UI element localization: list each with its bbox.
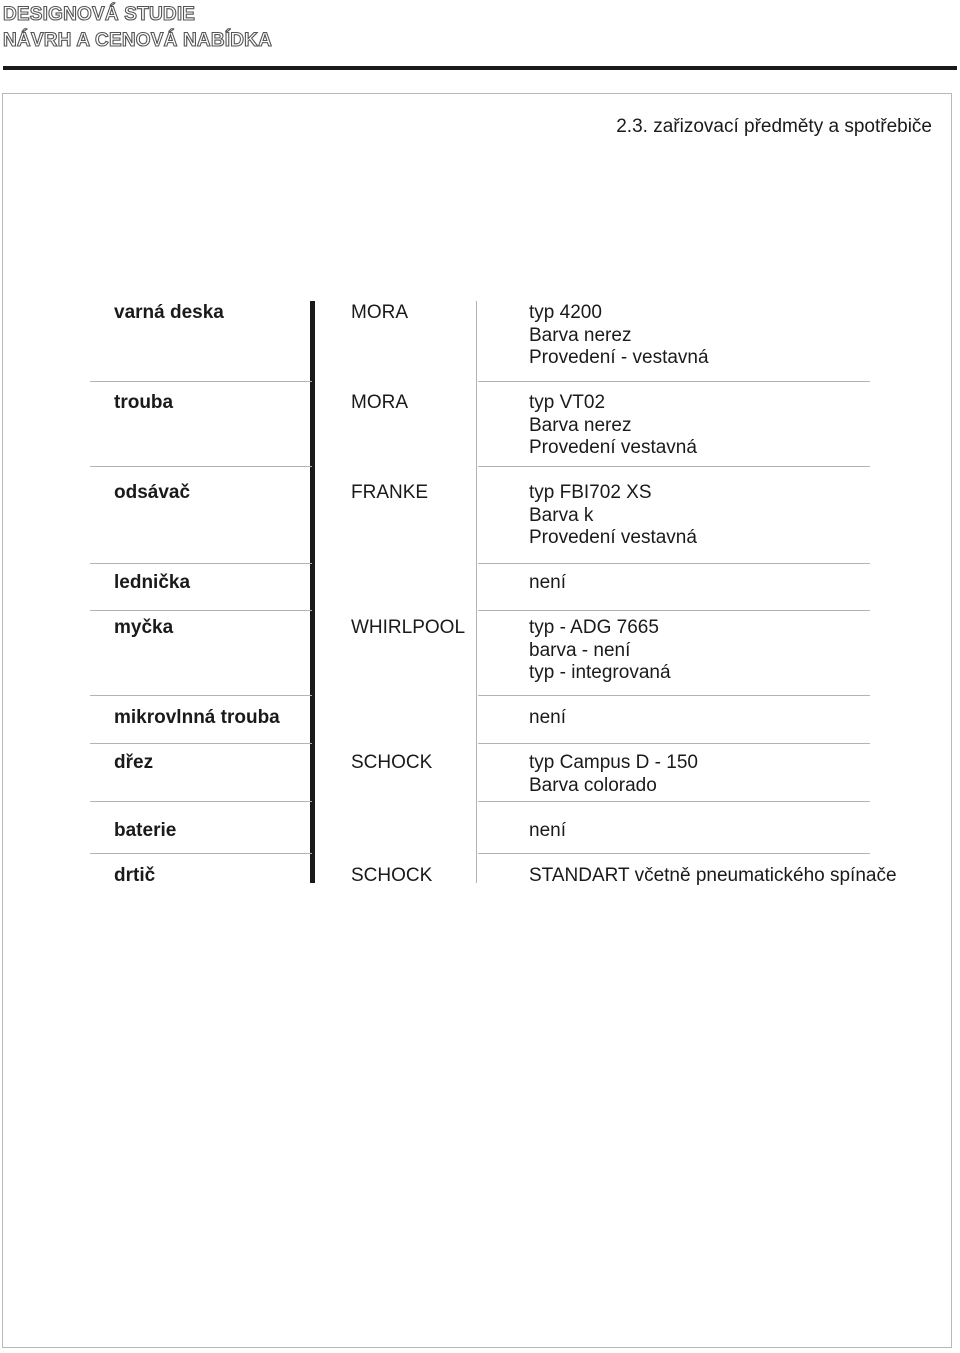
spec-line: typ Campus D - 150 [529, 752, 698, 773]
spec-line: Barva colorado [529, 774, 657, 796]
spec-line: barva - není [529, 639, 631, 661]
item-spec [529, 482, 697, 550]
item-brand: SCHOCK [351, 865, 433, 886]
row-separator [478, 610, 870, 611]
spec-line: Provedení vestavná [529, 437, 697, 458]
item-spec [529, 865, 897, 888]
logo-line-2: NÁVRH A CENOVÁ NABÍDKA [3, 30, 272, 51]
row-separator [90, 563, 312, 564]
item-name: mikrovlnná trouba [114, 707, 280, 728]
spec-line: není [529, 707, 566, 728]
row-separator [478, 801, 870, 802]
logo-line-1: DESIGNOVÁ STUDIE [3, 4, 196, 25]
item-spec [529, 820, 566, 843]
row-separator [478, 381, 870, 382]
column-divider-thin [476, 301, 477, 883]
row-separator [90, 610, 312, 611]
item-spec [529, 302, 709, 370]
spec-line: Provedení - vestavná [529, 347, 709, 368]
row-separator [478, 853, 870, 854]
item-spec [529, 707, 566, 730]
column-divider-thick [310, 301, 315, 883]
spec-line: typ VT02 [529, 392, 606, 413]
spec-line: typ 4200 [529, 302, 602, 323]
row-separator [90, 801, 312, 802]
item-brand: FRANKE [351, 482, 429, 503]
item-name: dřez [114, 752, 154, 773]
row-separator [90, 381, 312, 382]
item-brand: WHIRLPOOL [351, 617, 466, 638]
spec-line: Barva nerez [529, 324, 632, 346]
row-separator [478, 695, 870, 696]
item-brand: MORA [351, 302, 408, 323]
item-name: drtič [114, 865, 156, 886]
spec-line: typ - integrovaná [529, 662, 671, 683]
spec-line: Barva nerez [529, 414, 632, 436]
item-name: varná deska [114, 302, 224, 323]
row-separator [90, 466, 312, 467]
spec-line: Barva k [529, 504, 594, 526]
spec-line: typ - ADG 7665 [529, 617, 659, 638]
section-title: 2.3. zařizovací předměty a spotřebiče [616, 116, 932, 137]
item-name: baterie [114, 820, 177, 841]
item-spec [529, 752, 698, 797]
item-name: odsávač [114, 482, 191, 503]
row-separator [90, 853, 312, 854]
row-separator [90, 695, 312, 696]
item-spec [529, 392, 697, 460]
item-spec [529, 572, 566, 595]
spec-line: STANDART včetně pneumatického spínače [529, 865, 897, 886]
row-separator [478, 563, 870, 564]
item-spec [529, 617, 671, 685]
item-brand: MORA [351, 392, 408, 413]
item-name: myčka [114, 617, 174, 638]
spec-line: není [529, 820, 566, 841]
row-separator [478, 466, 870, 467]
spec-line: není [529, 572, 566, 593]
spec-line: typ FBI702 XS [529, 482, 652, 503]
item-brand: SCHOCK [351, 752, 433, 773]
item-name: trouba [114, 392, 174, 413]
item-name: lednička [114, 572, 191, 593]
spec-line: Provedení vestavná [529, 527, 697, 548]
row-separator [478, 743, 870, 744]
row-separator [90, 743, 312, 744]
